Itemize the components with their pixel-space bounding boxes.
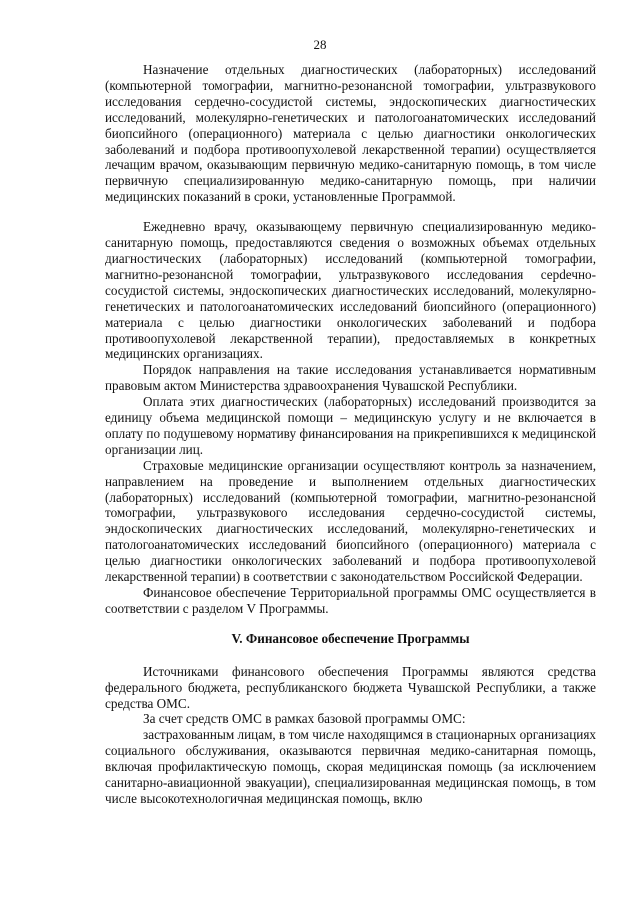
paragraph-referral-procedure: Порядок направления на такие исследования устанавливается нормативным правовым актом Министерства здравоохранения Чувашской Республики.	[105, 362, 596, 394]
paragraph-diagnostic-assignment: Назначение отдельных диагностических (лабораторных) исследований (компьютерной томографии, магнитно-резонансной томографии, ультразвукового исследования сердечно-сосудистой системы, эндоскопических диагностических исследований, молекулярно-генетических и патологоанатомических исследований биопсийного (операционного) материала с целью диагностики онкологических заболеваний и подбора противоопухолевой лекарственной терапии) осуществляется лечащим врачом, оказывающим первичную медико-санитарную помощь, в том числе первичную специализированную медико-санитарную помощь, при наличии медицинских показаний в сроки, установленные Программой.	[105, 62, 596, 205]
paragraph-financial-provision: Финансовое обеспечение Территориальной программы ОМС осуществляется в соответствии с разделом V Программы.	[105, 585, 596, 616]
paragraph-daily-information: Ежедневно врачу, оказывающему первичную специализированную медико-санитарную помощь, предоставляются сведения о возможных объемах отдельных диагностических (лабораторных) исследований (компьютерной томографии, магнитно-резонансной томографии, ультразвукового исследования серdечно-сосудистой системы, эндоскопических диагностических исследований, молекулярно-генетических и патологоанатомических исследований биопсийного (операционного) материала с целью диагностики онкологических заболеваний и подбора противоопухолевой лекарственной терапии), предоставляемых в конкретных медицинских организациях.	[105, 219, 596, 362]
paragraph-payment: Оплата этих диагностических (лабораторных) исследований производится за единицу объема медицинской помощи – медицинскую услугу и не включается в оплату по подушевому нормативу финансирования на прикрепившихся к медицинской организации лиц.	[105, 394, 596, 457]
paragraph-insured-persons: застрахованным лицам, в том числе находящимся в стационарных организациях социального обслуживания, оказываются первичная медико-санитарная помощь, включая профилактическую помощь, скорая медицинская помощь (за исключением санитарно-авиационной эвакуации), специализированная медицинская помощь, в том числе высокотехнологичная медицинская помощь, вклю	[105, 727, 596, 806]
section-heading: V. Финансовое обеспечение Программы	[231, 630, 470, 646]
document-body	[105, 62, 596, 807]
paragraph-insurance-control: Страховые медицинские организации осуществляют контроль за назначением, направлением на проведение и выполнением отдельных диагностических (лабораторных) исследований (компьютерной томографии, магнитно-резонансной томографии, ультразвукового исследования сердечно-сосудистой системы, эндоскопических диагностических исследований, молекулярно-генетических и патологоанатомических исследований биопсийного (операционного) материала с целью диагностики онкологических заболеваний и подбора противоопухолевой лекарственной терапии) в соответствии с законодательством Российской Федерации.	[105, 457, 596, 585]
paragraph-funding-sources: Источниками финансового обеспечения Программы являются средства федерального бюджета, республиканского бюджета Чувашской Республики, а также средства ОМС.	[105, 663, 596, 711]
page-number: 28	[313, 37, 327, 52]
paragraph-oms-intro: За счет средств ОМС в рамках базовой программы ОМС:	[143, 711, 466, 727]
